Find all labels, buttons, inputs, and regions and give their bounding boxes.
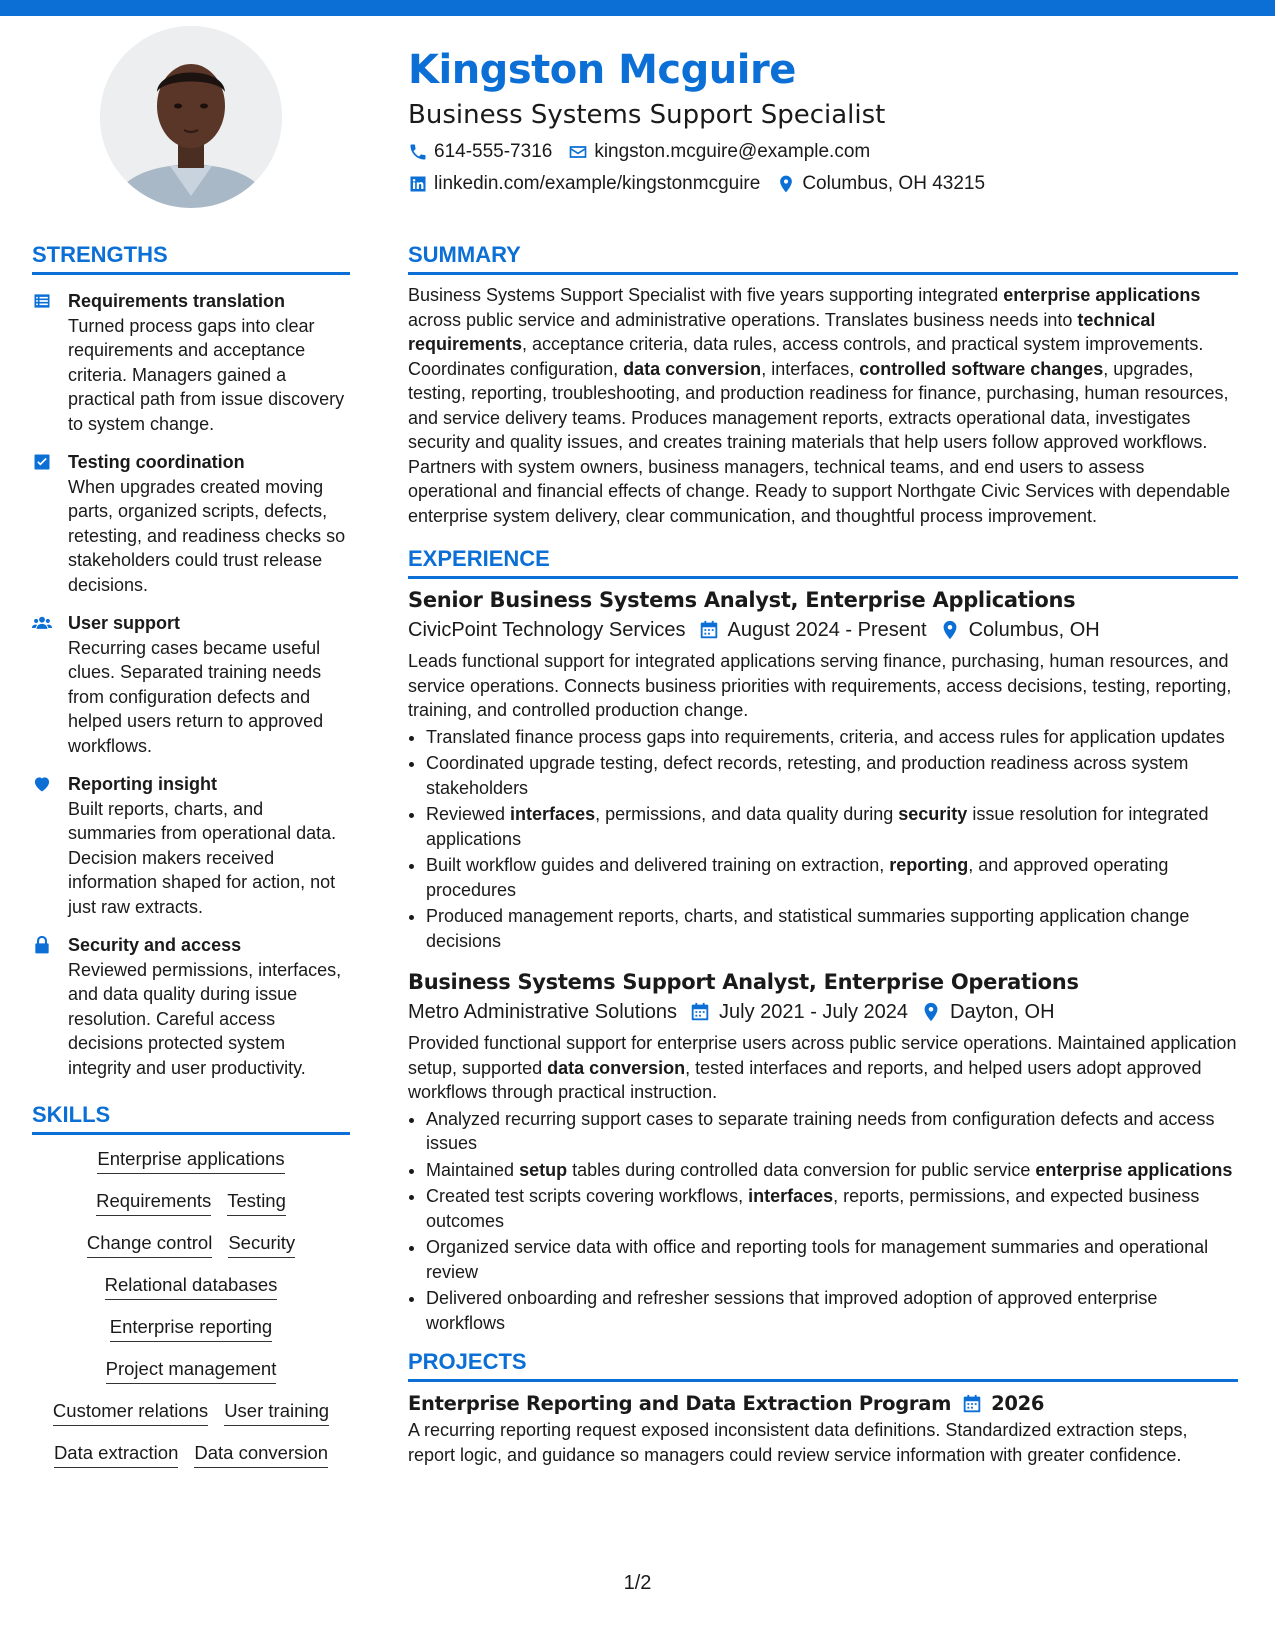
map-pin-icon	[776, 174, 796, 194]
skill-row	[105, 1273, 278, 1300]
users-icon	[32, 613, 52, 633]
job-dates: August 2024 - Present	[727, 619, 927, 641]
bold-keyword: setup	[519, 1159, 568, 1180]
strength-item	[32, 611, 350, 758]
projects-section	[408, 1347, 1238, 1467]
skill-row	[97, 1147, 284, 1174]
job-bullet: • Produced management reports, charts, and statistical summaries supporting application change decisions	[426, 904, 1238, 953]
skills-list	[32, 1147, 350, 1468]
skills-heading: SKILLS	[32, 1100, 350, 1135]
skill-row	[53, 1399, 329, 1426]
job-bullet: • Built workflow guides and delivered training on extraction, reporting, and approved operating procedures	[426, 853, 1238, 902]
job-dates: July 2021 - July 2024	[719, 1001, 909, 1023]
profile-photo	[100, 26, 282, 208]
candidate-name: Kingston Mcguire	[408, 47, 796, 93]
phone-contact[interactable]	[408, 141, 552, 163]
strength-desc: Recurring cases became useful clues. Separated training needs from configuration defects and helped users return to approved workflows.	[68, 637, 324, 756]
left-column	[32, 240, 350, 1468]
bold-keyword: controlled software changes	[859, 358, 1104, 379]
location-text: Columbus, OH 43215	[802, 173, 986, 194]
job-bullet: • Coordinated upgrade testing, defect records, retesting, and production readiness across system stakeholders	[426, 751, 1238, 800]
job-bullet: • Translated finance process gaps into requirements, criteria, and access rules for application updates	[426, 725, 1238, 750]
skills-section	[32, 1100, 350, 1468]
skill-tag: Relational databases	[105, 1273, 278, 1300]
job-description: Leads functional support for integrated applications serving finance, purchasing, human resources, and service operations. Connects business priorities with requirements, access decisions, testing, reporting, training, and controlled production change.	[408, 651, 1232, 720]
skill-row	[54, 1441, 328, 1468]
phone-icon	[408, 142, 428, 162]
job-bullet: • Delivered onboarding and refresher sessions that improved adoption of approved enterprise workflows	[426, 1286, 1238, 1335]
strength-desc: Reviewed permissions, interfaces, and data quality during issue resolution. Careful access decisions protected system integrity and user productivity.	[68, 959, 342, 1078]
skill-tag: Change control	[87, 1231, 212, 1258]
resume-header	[408, 44, 1238, 196]
skill-tag: Enterprise reporting	[110, 1315, 272, 1342]
job-bullet: • Analyzed recurring support cases to separate training needs from configuration defects and access issues	[426, 1107, 1238, 1156]
bold-keyword: technical requirements	[408, 309, 1156, 354]
job-entry	[408, 585, 1238, 953]
job-bullets	[408, 1107, 1238, 1336]
experience-heading: EXPERIENCE	[408, 544, 1238, 579]
linkedin-icon	[408, 174, 428, 194]
bold-keyword: enterprise applications	[1003, 285, 1201, 305]
job-description: Provided functional support for enterprise users across public service operations. Maintained application setup, supported data conversion, tested interfaces and reports, and helped users adopt approved workflows through practical instruction.	[408, 1033, 1237, 1102]
linkedin-text: linkedin.com/example/kingstonmcguire	[434, 173, 761, 194]
calendar-icon	[689, 1001, 711, 1023]
job-location: Dayton, OH	[950, 1001, 1055, 1023]
phone-text: 614-555-7316	[434, 141, 553, 162]
strength-item	[32, 450, 350, 597]
top-accent-bar	[0, 0, 1275, 16]
checkbox-icon	[32, 452, 52, 472]
candidate-title: Business Systems Support Specialist	[408, 100, 886, 130]
page-number: 1/2	[623, 1572, 652, 1594]
skill-tag: Requirements	[96, 1189, 211, 1216]
strength-name: Reporting insight	[68, 774, 217, 794]
lock-icon	[32, 935, 52, 955]
right-column	[408, 240, 1238, 1467]
strength-desc: When upgrades created moving parts, organized scripts, defects, retesting, and readiness checks so stakeholders could trust release decisions.	[68, 476, 346, 595]
email-contact[interactable]	[568, 141, 870, 163]
project-header	[408, 1390, 1238, 1418]
job-company: CivicPoint Technology Services	[408, 619, 686, 641]
bold-keyword: reporting	[889, 855, 969, 875]
contact-row-2	[408, 172, 1238, 196]
skill-tag: User training	[224, 1399, 329, 1426]
job-bullet: • Maintained setup tables during controlled data conversion for public service enterprise applications	[426, 1158, 1238, 1183]
email-text: kingston.mcguire@example.com	[594, 141, 871, 162]
project-description: A recurring reporting request exposed inconsistent data definitions. Standardized extraction steps, report logic, and guidance so managers could review service information with greater confidence.	[408, 1420, 1188, 1465]
map-pin-icon	[920, 1001, 942, 1023]
calendar-icon	[961, 1393, 983, 1415]
job-bullet: • Created test scripts covering workflows, interfaces, reports, permissions, and expected business outcomes	[426, 1184, 1238, 1233]
skill-row	[87, 1231, 295, 1258]
strength-desc: Turned process gaps into clear requirements and acceptance criteria. Managers gained a practical path from issue discovery to system change.	[68, 315, 345, 434]
strength-desc: Built reports, charts, and summaries from operational data. Decision makers received information shaped for action, not just raw extracts.	[68, 798, 337, 917]
strength-item	[32, 772, 350, 919]
experience-section	[408, 544, 1238, 1335]
skill-tag: Project management	[106, 1357, 277, 1384]
list-icon	[32, 291, 52, 311]
email-icon	[568, 142, 588, 162]
strength-item	[32, 289, 350, 436]
job-meta	[408, 615, 1238, 645]
heart-icon	[32, 774, 52, 794]
skill-tag: Enterprise applications	[97, 1147, 284, 1174]
job-company: Metro Administrative Solutions	[408, 1001, 678, 1023]
bold-keyword: enterprise applications	[1035, 1159, 1233, 1180]
summary-heading: SUMMARY	[408, 240, 1238, 275]
strength-name: Security and access	[68, 935, 242, 955]
project-name: Enterprise Reporting and Data Extraction Program	[408, 1392, 952, 1415]
skill-tag: Security	[228, 1231, 295, 1258]
bold-keyword: data conversion	[547, 1057, 686, 1078]
bold-keyword: interfaces	[748, 1186, 834, 1206]
bold-keyword: interfaces	[510, 804, 596, 824]
strengths-heading: STRENGTHS	[32, 240, 350, 275]
location-contact	[776, 173, 985, 195]
summary-text: Business Systems Support Specialist with five years supporting integrated enterprise applications across public service and administrative operations. Translates business needs into technical requirements, acceptance criteria, data rules, access controls, and practical system improvements. Coordinates configuration, data conversion, interfaces, controlled software changes, upgrades, testing, reporting, troubleshooting, and production readiness for finance, purchasing, human resources, and service delivery teams. Produces management reports, extracts operational data, investigates security and quality issues, and creates training materials that help users follow approved workflows. Partners with system owners, business managers, technical teams, and end users to assess operational and financial effects of change. Ready to support Northgate Civic Services with dependable enterprise system delivery, clear communication, and thoughtful process improvement.	[408, 285, 1231, 526]
contact-row-1	[408, 140, 1238, 164]
skill-tag: Data extraction	[54, 1441, 178, 1468]
skill-tag: Data conversion	[194, 1441, 328, 1468]
skill-row	[110, 1315, 272, 1342]
skill-row	[106, 1357, 277, 1384]
skill-tag: Testing	[227, 1189, 286, 1216]
job-bullet: • Reviewed interfaces, permissions, and data quality during security issue resolution for integrated applications	[426, 802, 1238, 851]
job-title: Senior Business Systems Analyst, Enterprise Applications	[408, 588, 1076, 612]
job-location: Columbus, OH	[968, 619, 1100, 641]
strength-item	[32, 933, 350, 1080]
job-bullets	[408, 725, 1238, 954]
linkedin-contact[interactable]	[408, 173, 760, 195]
strengths-list	[32, 289, 350, 1080]
project-year: 2026	[991, 1392, 1045, 1415]
strength-name: Requirements translation	[68, 291, 286, 311]
projects-heading: PROJECTS	[408, 1347, 1238, 1382]
strength-name: User support	[68, 613, 181, 633]
map-pin-icon	[939, 619, 961, 641]
job-meta	[408, 997, 1238, 1027]
bold-keyword: data conversion	[623, 358, 762, 379]
bold-keyword: security	[898, 804, 968, 824]
skill-tag: Customer relations	[53, 1399, 208, 1426]
strength-name: Testing coordination	[68, 452, 245, 472]
skill-row	[96, 1189, 286, 1216]
job-entry	[408, 967, 1238, 1335]
calendar-icon	[698, 619, 720, 641]
job-title: Business Systems Support Analyst, Enterprise Operations	[408, 970, 1079, 994]
job-bullet: • Organized service data with office and reporting tools for management summaries and operational review	[426, 1235, 1238, 1284]
